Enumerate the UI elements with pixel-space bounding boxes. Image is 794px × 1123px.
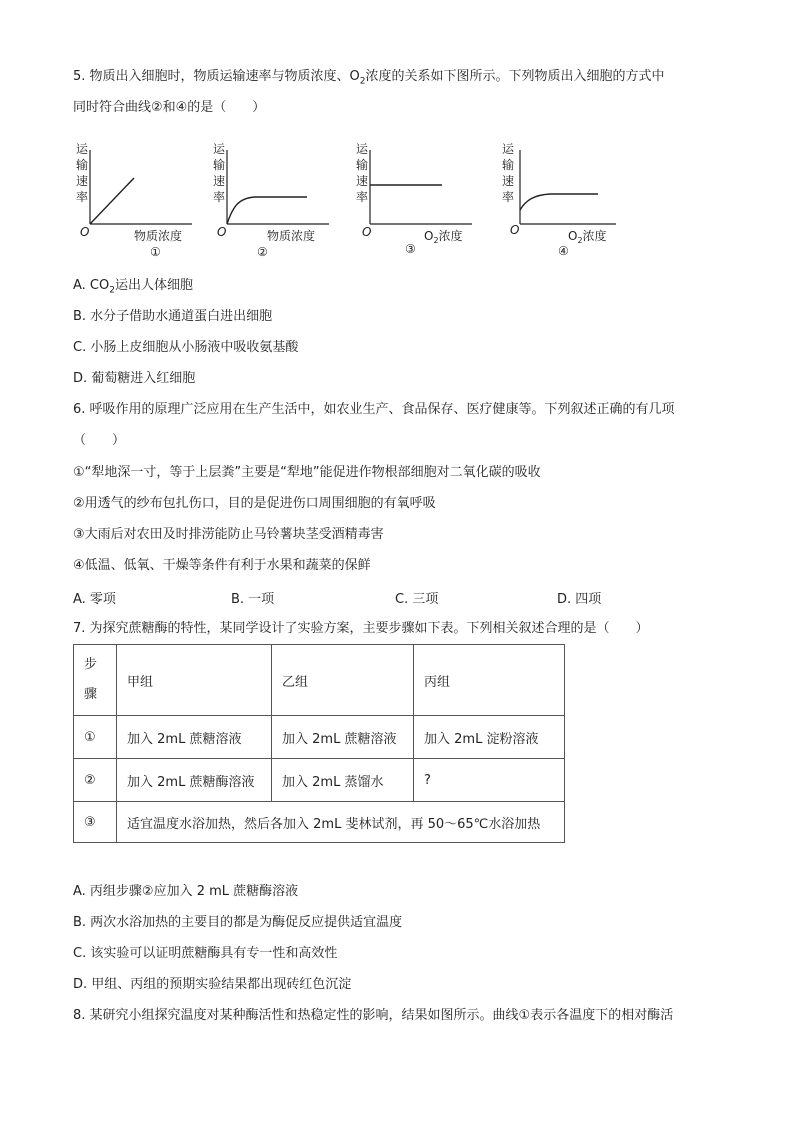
q5-stem-line1 (73, 68, 665, 91)
q7-option-c[interactable]: C. 该实验可以证明蔗糖酶具有专一性和高效性 (73, 946, 338, 961)
table-row (74, 759, 565, 802)
graph-ylabel-char: 率 (213, 190, 226, 204)
q7-option-d[interactable]: D. 甲组、丙组的预期实验结果都出现砖红色沉淀 (73, 977, 352, 992)
table-cell: 加入 2mL 蔗糖溶液 (117, 716, 272, 759)
graph-ylabel-char: 速 (502, 174, 515, 188)
table-row (74, 802, 565, 843)
q6-item-3: ③大雨后对农田及时排涝能防止马铃薯块茎受酒精毒害 (73, 527, 384, 542)
q5-graph-4 (498, 140, 628, 269)
graph-ylabel-char: 速 (356, 174, 369, 188)
graph-xlabel: 物质浓度 (267, 229, 316, 243)
q6-option-d[interactable]: D. 四项 (557, 592, 602, 607)
q5-stem-text-b: 浓度的关系如下图所示。下列物质出入细胞的方式中 (365, 69, 665, 84)
table-header-cell: 丙组 (414, 645, 565, 716)
q7-stem: 7. 为探究蔗糖酶的特性，某同学设计了实验方案，主要步骤如下表。下列相关叙述合理的是（ ） (73, 621, 649, 636)
q7-option-b[interactable]: B. 两次水浴加热的主要目的都是为酶促反应提供适宜温度 (73, 915, 403, 930)
q6-option-c[interactable]: C. 三项 (395, 592, 439, 607)
table-row (74, 716, 565, 759)
graph-number: ④ (558, 244, 569, 258)
table-cell: ? (414, 759, 565, 802)
table-header-row (74, 645, 565, 716)
q8-stem-line1: 8. 某研究小组探究温度对某种酶活性和热稳定性的影响，结果如图所示。曲线①表示各温度下的相对酶活 (73, 1008, 674, 1023)
graph-curve-saturating (227, 197, 307, 224)
table-step-cell: ① (74, 716, 117, 759)
graph-number: ② (257, 245, 268, 259)
q5-graph-3 (352, 140, 482, 269)
graph-ylabel-char: 率 (356, 190, 369, 204)
graph-ylabel-char: 输 (76, 158, 89, 172)
q5-option-d[interactable]: D. 葡萄糖进入红细胞 (73, 371, 196, 386)
graph-ylabel-char: 输 (502, 158, 515, 172)
q5-stem-line2: 同时符合曲线②和④的是（ ） (73, 100, 266, 115)
graph-number: ③ (405, 242, 416, 256)
graph-xlabel: $O_2$浓度 (424, 229, 463, 245)
table-header-cell: 乙组 (272, 645, 414, 716)
q6-option-a[interactable]: A. 零项 (73, 592, 116, 607)
q6-stem-line2: （ ） (73, 433, 126, 448)
graph-origin: O (362, 225, 372, 239)
q5-stem-sub: 2 (359, 76, 366, 87)
table-step-cell: ③ (74, 802, 117, 843)
table-cell-merged: 适宜温度水浴加热，然后各加入 2mL 斐林试剂，再 50～65℃水浴加热 (117, 802, 565, 843)
q6-option-b[interactable]: B. 一项 (231, 592, 275, 607)
graph-xlabel: $O_2$浓度 (568, 229, 607, 245)
table-header-cell: 甲组 (117, 645, 272, 716)
graph-ylabel-char: 运 (356, 142, 369, 156)
graph-ylabel-char: 输 (213, 158, 226, 172)
q5-stem-text-a: 5. 物质出入细胞时，物质运输速率与物质浓度、O (73, 69, 360, 84)
graph-origin: O (217, 225, 227, 239)
graph-xlabel: 物质浓度 (134, 229, 183, 243)
q6-item-1: ①“犁地深一寸，等于上层粪”主要是“犁地”能促进作物根部细胞对二氧化碳的吸收 (73, 465, 541, 480)
q5-option-a[interactable]: A. $CO_2$运出人体细胞 (73, 278, 193, 296)
graph-number: ① (150, 245, 161, 259)
table-cell: 加入 2mL 蔗糖酶溶液 (117, 759, 272, 802)
graph-curve-saturating-offset (520, 194, 598, 210)
graph-origin: O (80, 225, 90, 239)
q5-option-c[interactable]: C. 小肠上皮细胞从小肠液中吸收氨基酸 (73, 340, 299, 355)
graph-curve-linear (90, 178, 134, 224)
graph-ylabel-char: 率 (76, 190, 89, 204)
table-step-cell: ② (74, 759, 117, 802)
graph-ylabel-char: 率 (502, 190, 515, 204)
q7-experiment-table (73, 644, 565, 843)
q6-stem-line1: 6. 呼吸作用的原理广泛应用在生产生活中，如农业生产、食品保存、医疗健康等。下列叙述正确的有几项 (73, 402, 675, 417)
graph-ylabel-char: 运 (213, 142, 226, 156)
graph-ylabel-char: 输 (356, 158, 369, 172)
q7-option-a[interactable]: A. 丙组步骤②应加入 2 mL 蔗糖酶溶液 (73, 884, 299, 899)
q5-option-b[interactable]: B. 水分子借助水通道蛋白进出细胞 (73, 309, 273, 324)
table-header-step: 步 骤 (74, 645, 117, 716)
q5-graph-2 (209, 140, 339, 269)
q6-item-4: ④低温、低氧、干燥等条件有利于水果和蔬菜的保鲜 (73, 558, 371, 573)
table-cell: 加入 2mL 蒸馏水 (272, 759, 414, 802)
graph-ylabel-char: 运 (502, 142, 515, 156)
graph-origin: O (510, 223, 520, 237)
table-cell: 加入 2mL 蔗糖溶液 (272, 716, 414, 759)
graph-ylabel-char: 运 (76, 142, 89, 156)
table-cell: 加入 2mL 淀粉溶液 (414, 716, 565, 759)
q5-graph-1 (72, 140, 202, 269)
graph-ylabel-char: 速 (76, 174, 89, 188)
q6-item-2: ②用透气的纱布包扎伤口，目的是促进伤口周围细胞的有氧呼吸 (73, 496, 436, 511)
graph-ylabel-char: 速 (213, 174, 226, 188)
